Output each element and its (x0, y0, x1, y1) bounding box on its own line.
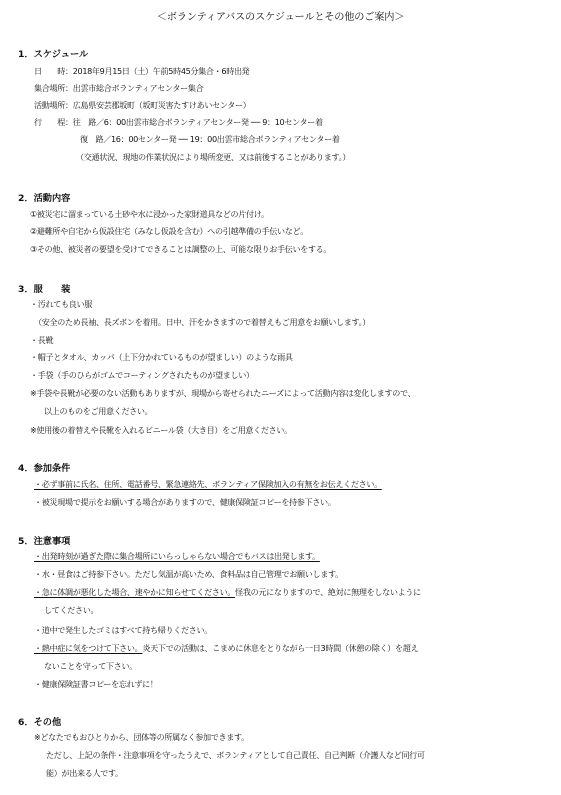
schedule-date-label: 日 時： (34, 66, 73, 76)
clothing-item-1-note: （安全のため長袖、長ズボンを着用。日中、汗をかきますので着替えもご用意をお願いします。） (34, 317, 371, 327)
clothing-item-3: ・帽子とタオル、カッパ（上下分かれているものが望ましい）のような雨具 (30, 352, 293, 362)
activity-item-3: ③その他、被災者の要望を受けてできることは調整の上、可能な限りお手伝いをする。 (30, 244, 332, 254)
clothing-item-2: ・長靴 (30, 335, 54, 345)
precaution-item-3 (34, 587, 421, 598)
schedule-site-value: 広島県安芸郡坂町（坂町災害たすけあいセンター） (72, 100, 251, 110)
page-title: ＜ボランティアバスのスケジュールとその他のご案内＞ (156, 12, 405, 23)
precaution-item-4: ・道中で発生したゴミはすべて持ち帰りください。 (34, 625, 212, 635)
clothing-note-2: ※使用後の着替えや長靴を入れるビニール袋（大き目）をご用意ください。 (30, 425, 292, 435)
schedule-site-label: 活動場所： (34, 100, 73, 110)
other-item-1: ※どなたでもおひとりから、団体等の所属なく参加できます。 (34, 732, 249, 742)
schedule-meeting-label: 集合場所： (34, 83, 73, 93)
precaution-item-5-cont: ないことを守って下さい。 (44, 661, 137, 671)
precaution-item-6: ・健康保険証書コピーを忘れずに！ (34, 679, 158, 689)
schedule-date-value: 2018年9月15日（土）午前5時45分集合・6時出発 (72, 66, 250, 76)
precaution-item-5-emphasis: ・熱中症に気をつけて下さい。 (34, 643, 143, 653)
precaution-item-3-cont: してください。 (44, 605, 99, 615)
activity-item-2: ②避難所や自宅から仮設住宅（みなし仮設を含む）への引越準備の手伝いなど。 (30, 226, 308, 236)
clothing-item-4: ・手袋（手のひらがゴムでコーティングされたものが望ましい） (30, 370, 254, 380)
schedule-route-outbound: 往 路／6：00出雲市総合ボランティアセンター発 ── 9：10センター着 (72, 117, 323, 127)
schedule-route-return: 復 路／16：00センター発 ── 19：00出雲市総合ボランティアセンター着 (80, 134, 340, 144)
section-heading-other: 6．その他 (18, 717, 62, 728)
precaution-item-1: ・出発時刻が過ぎた際に集合場所にいらっしゃらない場合でもバスは出発します。 (34, 551, 320, 561)
precaution-item-5 (34, 643, 418, 654)
schedule-route-label: 行 程： (34, 117, 73, 127)
condition-item-2: ・被災現場で提示をお願いする場合がありますので、健康保険証コピーを持参下さい。 (34, 497, 336, 507)
schedule-date-row (34, 66, 249, 77)
schedule-note: （交通状況、現地の作業状況により場所変更、又は前後することがあります。） (76, 152, 351, 162)
clothing-note-1: ※手袋や長靴が必要のない活動もありますが、現場から寄せられたニーズによって活動内容は変化しますので、 (30, 388, 416, 398)
clothing-item-1: ・汚れても良い服 (30, 299, 92, 309)
schedule-meeting-row (34, 83, 203, 94)
precaution-item-3-rest: 怪我の元になりますので、絶対に無理をしないように (235, 587, 421, 597)
clothing-note-1-cont: 以上のものをご用意ください。 (44, 406, 153, 416)
schedule-meeting-value: 出雲市総合ボランティアセンター集合 (72, 83, 204, 93)
precaution-item-5-rest: 炎天下での活動は、こまめに休息をとりながら一日3時間（休憩の除く）を超え (142, 643, 419, 653)
section-heading-clothing: 3．服 装 (18, 284, 71, 295)
other-item-1-cont-2: 能）が出来る人です。 (46, 768, 123, 778)
precaution-item-2: ・水・昼食はご持参下さい。ただし気温が高いため、食料品は自己管理でお願いします。 (34, 569, 343, 579)
precaution-item-3-emphasis: ・急に体調が悪化した場合、速やかに知らせてください。 (34, 587, 236, 597)
schedule-site-row (34, 100, 251, 111)
section-heading-conditions: 4．参加条件 (18, 463, 71, 474)
condition-item-1: ・必ず事前に氏名、住所、電話番号、緊急連絡先、ボランティア保険加入の有無をお伝えください。 (34, 479, 382, 489)
other-item-1-cont: ただし、上記の条件・注意事項を守ったうえで、ボランティアとして自己責任、自己判断（介護人など同行可 (46, 750, 425, 760)
section-heading-schedule: 1．スケジュール (18, 49, 89, 60)
section-heading-activities: 2．活動内容 (18, 193, 71, 204)
schedule-route-row (34, 117, 323, 128)
section-heading-precautions: 5．注意事項 (18, 536, 71, 547)
activity-item-1: ①被災宅に溜まっている土砂や水に浸かった家財道具などの片付け。 (30, 209, 269, 219)
